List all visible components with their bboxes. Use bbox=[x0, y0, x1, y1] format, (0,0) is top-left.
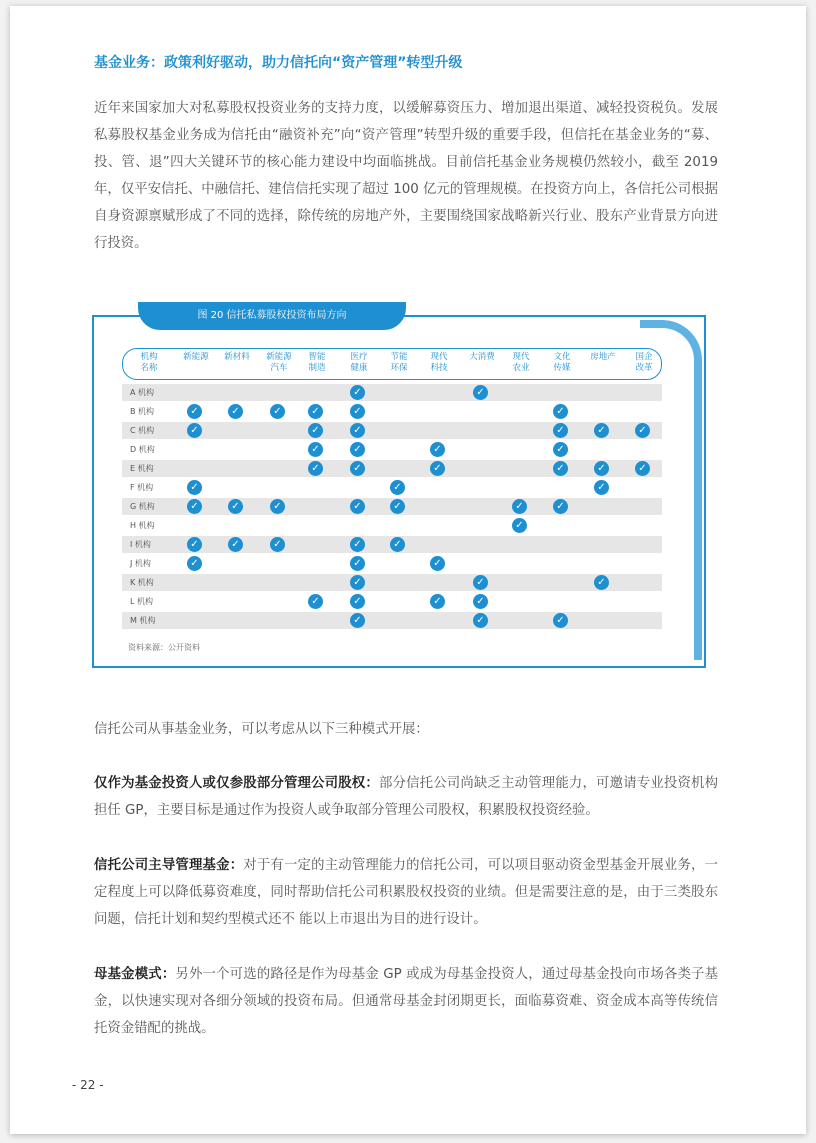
table-row bbox=[122, 536, 662, 553]
check-icon: ✓ bbox=[187, 423, 202, 438]
check-icon: ✓ bbox=[594, 575, 609, 590]
investment-matrix-table bbox=[122, 348, 662, 631]
check-icon: ✓ bbox=[473, 575, 488, 590]
row-label: D 机构 bbox=[130, 445, 155, 454]
check-icon: ✓ bbox=[635, 461, 650, 476]
check-icon: ✓ bbox=[553, 461, 568, 476]
mode-2-paragraph bbox=[94, 852, 718, 933]
check-icon: ✓ bbox=[308, 442, 323, 457]
mode-2-title: 信托公司主导管理基金： bbox=[94, 858, 244, 873]
check-icon: ✓ bbox=[594, 461, 609, 476]
check-icon: ✓ bbox=[350, 594, 365, 609]
check-icon: ✓ bbox=[350, 442, 365, 457]
page-number: - 22 - bbox=[72, 1078, 104, 1092]
row-label: B 机构 bbox=[130, 407, 155, 416]
row-label: A 机构 bbox=[130, 388, 155, 397]
column-header-5: 医疗 健康 bbox=[350, 352, 368, 373]
check-icon: ✓ bbox=[350, 385, 365, 400]
table-row bbox=[122, 460, 662, 477]
table-row bbox=[122, 441, 662, 458]
check-icon: ✓ bbox=[553, 499, 568, 514]
figure-source: 资料来源：公开资料 bbox=[128, 643, 200, 652]
check-icon: ✓ bbox=[350, 499, 365, 514]
intro-paragraph: 近年来国家加大对私募股权投资业务的支持力度，以缓解募资压力、增加退出渠道、减轻投资税负。发展私募股权基金业务成为信托由“融资补充”向“资产管理”转型升级的重要手段，但信托在基金业务的“募、投、管、退”四大关键环节的核心能力建设中均面临挑战。目前信托基金业务规模仍然较小，截至 2019 年，仅平安信托、中融信托、建信信托实现了超过 100 亿元的管理规模。在投资方向上，各信托公司根据自身资源禀赋形成了不同的选择，除传统的房地产外，主要围绕国家战略新兴行业、股东产业背景方向进行投资。 bbox=[94, 101, 718, 251]
row-label: M 机构 bbox=[130, 616, 156, 625]
check-icon: ✓ bbox=[228, 404, 243, 419]
table-header-row bbox=[122, 348, 662, 380]
check-icon: ✓ bbox=[270, 537, 285, 552]
check-icon: ✓ bbox=[350, 404, 365, 419]
check-icon: ✓ bbox=[553, 423, 568, 438]
row-label: G 机构 bbox=[130, 502, 155, 511]
check-icon: ✓ bbox=[308, 594, 323, 609]
table-row bbox=[122, 593, 662, 610]
check-icon: ✓ bbox=[390, 537, 405, 552]
check-icon: ✓ bbox=[350, 537, 365, 552]
check-icon: ✓ bbox=[350, 461, 365, 476]
check-icon: ✓ bbox=[512, 518, 527, 533]
column-header-12: 国企 改革 bbox=[635, 352, 653, 373]
table-row bbox=[122, 555, 662, 572]
row-label: J 机构 bbox=[130, 559, 151, 568]
check-icon: ✓ bbox=[430, 461, 445, 476]
row-label: L 机构 bbox=[130, 597, 153, 606]
check-icon: ✓ bbox=[187, 499, 202, 514]
column-header-10: 文化 传媒 bbox=[553, 352, 571, 373]
table-row bbox=[122, 384, 662, 401]
check-icon: ✓ bbox=[228, 537, 243, 552]
mode-3-body: 另外一个可选的路径是作为母基金 GP 或成为母基金投资人，通过母基金投向市场各类子基金，以快速实现对各细分领域的投资布局。但通常母基金封闭期更长，面临募资难、资金成本高等传统信托资金错配的挑战。 bbox=[94, 967, 718, 1036]
check-icon: ✓ bbox=[473, 613, 488, 628]
row-label: I 机构 bbox=[130, 540, 151, 549]
figure-title: 图 20 信托私募股权投资布局方向 bbox=[138, 302, 406, 330]
column-header-2: 新材料 bbox=[224, 352, 250, 362]
check-icon: ✓ bbox=[473, 385, 488, 400]
check-icon: ✓ bbox=[430, 594, 445, 609]
check-icon: ✓ bbox=[270, 499, 285, 514]
check-icon: ✓ bbox=[390, 499, 405, 514]
check-icon: ✓ bbox=[635, 423, 650, 438]
check-icon: ✓ bbox=[187, 537, 202, 552]
column-header-8: 大消费 bbox=[469, 352, 495, 362]
section-heading: 基金业务：政策利好驱动，助力信托向“资产管理”转型升级 bbox=[94, 55, 463, 71]
check-icon: ✓ bbox=[512, 499, 527, 514]
column-header-3: 新能源 汽车 bbox=[266, 352, 292, 373]
mode-1-paragraph bbox=[94, 770, 718, 824]
check-icon: ✓ bbox=[308, 404, 323, 419]
mode-3-title: 母基金模式： bbox=[94, 967, 176, 982]
table-row bbox=[122, 498, 662, 515]
check-icon: ✓ bbox=[228, 499, 243, 514]
column-header-0: 机构 名称 bbox=[140, 352, 158, 373]
table-body bbox=[122, 384, 662, 629]
table-row bbox=[122, 574, 662, 591]
table-row bbox=[122, 517, 662, 534]
lead-in-paragraph: 信托公司从事基金业务，可以考虑从以下三种模式开展： bbox=[94, 722, 429, 737]
column-header-9: 现代 农业 bbox=[512, 352, 530, 373]
check-icon: ✓ bbox=[390, 480, 405, 495]
check-icon: ✓ bbox=[553, 442, 568, 457]
check-icon: ✓ bbox=[187, 556, 202, 571]
check-icon: ✓ bbox=[594, 480, 609, 495]
column-header-11: 房地产 bbox=[590, 352, 616, 362]
column-header-4: 智能 制造 bbox=[308, 352, 326, 373]
row-label: C 机构 bbox=[130, 426, 155, 435]
check-icon: ✓ bbox=[187, 404, 202, 419]
check-icon: ✓ bbox=[187, 480, 202, 495]
column-header-1: 新能源 bbox=[183, 352, 209, 362]
row-label: H 机构 bbox=[130, 521, 155, 530]
check-icon: ✓ bbox=[350, 575, 365, 590]
row-label: F 机构 bbox=[130, 483, 154, 492]
column-header-6: 节能 环保 bbox=[390, 352, 408, 373]
check-icon: ✓ bbox=[350, 556, 365, 571]
mode-2-body: 对于有一定的主动管理能力的信托公司，可以项目驱动资金型基金开展业务，一定程度上可以降低募资难度，同时帮助信托公司积累股权投资的业绩。但是需要注意的是，由于三类股东问题，信托计划和契约型模式还不 能以上市退出为目的进行设计。 bbox=[94, 858, 719, 927]
check-icon: ✓ bbox=[553, 613, 568, 628]
check-icon: ✓ bbox=[430, 556, 445, 571]
check-icon: ✓ bbox=[594, 423, 609, 438]
mode-1-body: 部分信托公司尚缺乏主动管理能力，可邀请专业投资机构担任 GP，主要目标是通过作为投资人或争取部分管理公司股权，积累股权投资经验。 bbox=[94, 776, 719, 818]
column-header-7: 现代 科技 bbox=[430, 352, 448, 373]
row-label: E 机构 bbox=[130, 464, 154, 473]
mode-1-title: 仅作为基金投资人或仅参股部分管理公司股权： bbox=[94, 776, 379, 791]
table-row bbox=[122, 479, 662, 496]
row-label: K 机构 bbox=[130, 578, 154, 587]
check-icon: ✓ bbox=[473, 594, 488, 609]
mode-3-paragraph bbox=[94, 961, 718, 1042]
check-icon: ✓ bbox=[350, 613, 365, 628]
check-icon: ✓ bbox=[308, 461, 323, 476]
check-icon: ✓ bbox=[350, 423, 365, 438]
check-icon: ✓ bbox=[430, 442, 445, 457]
table-row bbox=[122, 403, 662, 420]
table-row bbox=[122, 612, 662, 629]
table-row bbox=[122, 422, 662, 439]
check-icon: ✓ bbox=[553, 404, 568, 419]
check-icon: ✓ bbox=[270, 404, 285, 419]
check-icon: ✓ bbox=[308, 423, 323, 438]
